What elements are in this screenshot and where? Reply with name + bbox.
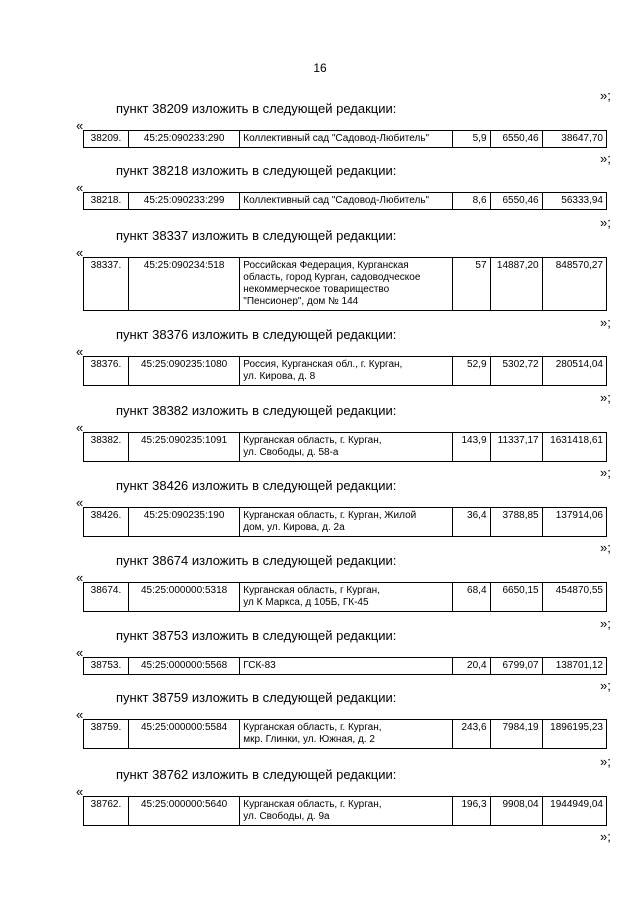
total-value-cell: 1944949,04 [542,797,606,826]
address-line: Курганская область, г Курган, [243,585,380,596]
address-line: область, город Курган, садоводческое [243,272,421,283]
row-number-cell: 38337. [84,258,129,311]
open-quote: « [76,707,84,722]
address-cell [240,583,452,612]
open-quote: « [76,344,84,359]
address-line: Коллективный сад "Садовод-Любитель" [243,133,430,144]
address-line: Курганская область, г. Курган, [243,435,382,446]
total-value-cell: 38647,70 [542,131,606,148]
address-cell [240,797,452,826]
close-quote: »; [600,616,611,631]
price-per-unit-cell: 3788,85 [490,508,542,537]
price-per-unit-cell: 6799,07 [490,658,542,675]
total-value-cell: 454870,55 [542,583,606,612]
area-cell: 5,9 [452,131,490,148]
address-cell [240,658,452,675]
area-cell: 20,4 [452,658,490,675]
cadastral-number-cell: 45:25:090235:190 [128,508,239,537]
page-number: 16 [313,61,327,75]
area-cell: 243,6 [452,720,490,749]
cadastral-number-cell: 45:25:000000:5568 [128,658,239,675]
amendment-intro: пункт 38426 изложить в следующей редакции: [116,478,397,493]
entry-table [83,356,607,386]
address-line: Коллективный сад "Садовод-Любитель" [243,195,430,206]
address-line: Курганская область, г. Курган, [243,799,382,810]
table-row [84,720,607,749]
area-cell: 143,9 [452,433,490,462]
entry-table [83,257,607,311]
open-quote: « [76,645,84,660]
open-quote: « [76,420,84,435]
address-line: "Пенсионер", дом № 144 [243,296,359,307]
cadastral-number-cell: 45:25:000000:5318 [128,583,239,612]
cadastral-number-cell: 45:25:090233:299 [128,193,239,210]
row-number-cell: 38376. [84,357,129,386]
close-quote: »; [600,465,611,480]
price-per-unit-cell: 11337,17 [490,433,542,462]
total-value-cell: 1631418,61 [542,433,606,462]
row-number-cell: 38674. [84,583,129,612]
amendment-intro: пункт 38674 изложить в следующей редакции: [116,553,397,568]
amendment-intro: пункт 38376 изложить в следующей редакции: [116,327,397,342]
cadastral-number-cell: 45:25:090235:1080 [128,357,239,386]
address-line: дом, ул. Кирова, д. 2а [243,522,345,533]
row-number-cell: 38762. [84,797,129,826]
total-value-cell: 848570,27 [542,258,606,311]
open-quote: « [76,784,84,799]
address-line: мкр. Глинки, ул. Южная, д. 2 [243,734,375,745]
close-quote: »; [600,754,611,769]
row-number-cell: 38426. [84,508,129,537]
table-row [84,357,607,386]
cadastral-number-cell: 45:25:090233:290 [128,131,239,148]
row-number-cell: 38209. [84,131,129,148]
table-row [84,508,607,537]
address-cell [240,258,452,311]
area-cell: 68,4 [452,583,490,612]
entry-table [83,432,607,462]
address-line: ул. Свободы, д. 9а [243,811,330,822]
entry-table [83,507,607,537]
close-quote: »; [600,678,611,693]
entry-table [83,130,607,148]
table-row [84,193,607,210]
open-quote: « [76,495,84,510]
address-cell [240,720,452,749]
table-row [84,583,607,612]
close-quote: »; [600,315,611,330]
area-cell: 57 [452,258,490,311]
price-per-unit-cell: 6550,46 [490,131,542,148]
amendment-intro: пункт 38762 изложить в следующей редакции: [116,767,397,782]
area-cell: 196,3 [452,797,490,826]
row-number-cell: 38753. [84,658,129,675]
price-per-unit-cell: 9908,04 [490,797,542,826]
row-number-cell: 38759. [84,720,129,749]
area-cell: 52,9 [452,357,490,386]
entry-table [83,719,607,749]
address-cell [240,433,452,462]
address-cell [240,193,452,210]
address-line: Российская Федерация, Курганская [243,260,409,271]
price-per-unit-cell: 6650,15 [490,583,542,612]
total-value-cell: 280514,04 [542,357,606,386]
close-quote: »; [600,829,611,844]
table-row [84,131,607,148]
open-quote: « [76,570,84,585]
total-value-cell: 138701,12 [542,658,606,675]
cadastral-number-cell: 45:25:000000:5584 [128,720,239,749]
address-line: Курганская область, г. Курган, [243,722,382,733]
address-line: Россия, Курганская обл., г. Курган, [243,359,403,370]
table-row [84,797,607,826]
amendment-intro: пункт 38753 изложить в следующей редакции: [116,628,397,643]
close-quote: »; [600,390,611,405]
amendment-intro: пункт 38209 изложить в следующей редакции: [116,101,397,116]
close-quote: »; [600,151,611,166]
cadastral-number-cell: 45:25:090234:518 [128,258,239,311]
open-quote: « [76,245,84,260]
table-row [84,258,607,311]
table-row [84,433,607,462]
close-quote: »; [600,215,611,230]
entry-table [83,582,607,612]
amendment-intro: пункт 38759 изложить в следующей редакции: [116,690,397,705]
open-quote: « [76,118,84,133]
close-quote: »; [600,540,611,555]
address-cell [240,508,452,537]
entry-table [83,796,607,826]
total-value-cell: 1896195,23 [542,720,606,749]
address-cell [240,131,452,148]
total-value-cell: 137914,06 [542,508,606,537]
entry-table [83,192,607,210]
area-cell: 36,4 [452,508,490,537]
amendment-intro: пункт 38337 изложить в следующей редакции: [116,228,397,243]
address-line: Курганская область, г. Курган, Жилой [243,510,417,521]
row-number-cell: 38382. [84,433,129,462]
cadastral-number-cell: 45:25:000000:5640 [128,797,239,826]
address-line: ГСК-83 [243,660,276,671]
address-line: ул. Свободы, д. 58-а [243,447,339,458]
address-line: ул К Маркса, д 105Б, ГК-45 [243,597,369,608]
cadastral-number-cell: 45:25:090235:1091 [128,433,239,462]
entry-table [83,657,607,675]
open-quote: « [76,180,84,195]
table-row [84,658,607,675]
total-value-cell: 56333,94 [542,193,606,210]
price-per-unit-cell: 6550,46 [490,193,542,210]
price-per-unit-cell: 7984,19 [490,720,542,749]
address-line: некоммерческое товарищество [243,284,390,295]
amendment-intro: пункт 38382 изложить в следующей редакции: [116,403,397,418]
price-per-unit-cell: 14887,20 [490,258,542,311]
row-number-cell: 38218. [84,193,129,210]
address-line: ул. Кирова, д. 8 [243,371,316,382]
amendment-intro: пункт 38218 изложить в следующей редакции: [116,163,397,178]
price-per-unit-cell: 5302,72 [490,357,542,386]
close-quote: »; [600,88,611,103]
address-cell [240,357,452,386]
area-cell: 8,6 [452,193,490,210]
